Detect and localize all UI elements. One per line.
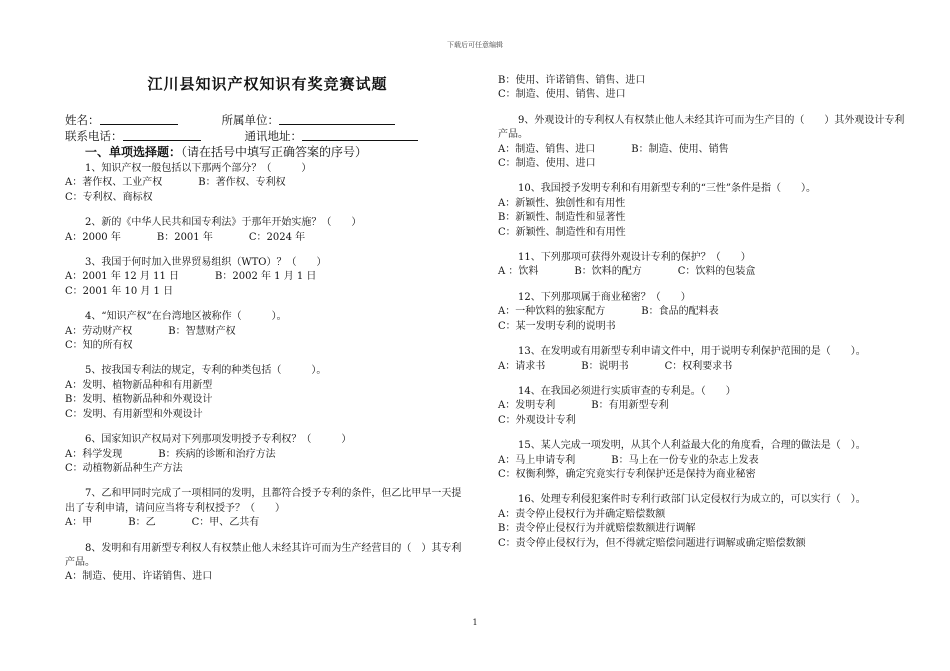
option-row: [65, 570, 470, 584]
unit-field[interactable]: [279, 112, 395, 125]
option-row: [65, 516, 470, 530]
section-heading: [85, 144, 470, 160]
question-stem: 13、在发明或有用新型专利申请文件中，用于说明专利保护范围的是（ ）。: [518, 346, 866, 358]
question-item: [498, 291, 913, 334]
option-row: [498, 522, 913, 536]
answer-option: C：知的所有权: [65, 340, 133, 352]
option-row: [65, 379, 470, 393]
answer-option: C：甲、乙共有: [191, 517, 260, 529]
phone-field[interactable]: [123, 128, 201, 141]
question-stem: 14、在我国必须进行实质审查的专利是。（ ）: [518, 385, 736, 397]
option-row: [498, 265, 913, 279]
answer-option: C：2024 年: [248, 231, 306, 243]
answer-option: A：2001 年 12 月 11 日: [65, 271, 180, 283]
question-stem: 16、处理专利侵犯案件时专利行政部门认定侵权行为成立的，可以实行（ ）。: [518, 494, 866, 506]
option-row: [65, 325, 470, 339]
option-row: [65, 393, 470, 407]
question-item: [498, 251, 913, 280]
question-stem: 15、某人完成一项发明，从其个人利益最大化的角度看，合理的做法是（ ）。: [518, 440, 866, 452]
header-note: 下载后可任意编辑: [447, 41, 503, 49]
answer-option: C：某一发明专利的说明书: [498, 320, 616, 332]
answer-option: C：制造、使用、销售、进口: [498, 89, 626, 101]
question-stem: 3、我国于何时加入世界贸易组织（WTO）？（ ）: [85, 257, 327, 269]
question-stem: 10、我国授予发明专利和有用新型专利的“三性”条件是指（ ）。: [518, 183, 816, 195]
option-row: [65, 270, 470, 284]
option-row: [65, 285, 470, 299]
answer-option: B：著作权、专利权: [198, 177, 286, 189]
answer-option: B：责令停止侵权行为并就赔偿数额进行调解: [498, 523, 696, 535]
right-question-list: [498, 74, 913, 551]
question-stem: 12、下列那项属于商业秘密？（ ）: [518, 291, 691, 303]
question-item: [498, 493, 913, 551]
answer-option: C：发明、有用新型和外观设计: [65, 408, 203, 420]
answer-option: B：使用、许诺销售、销售、进口: [498, 75, 646, 86]
answer-option: C：2001 年 10 月 1 日: [65, 285, 174, 297]
question-item: [65, 487, 470, 530]
info-row-1: [65, 112, 470, 128]
section-note: （请在括号中填写正确答案的序号）: [181, 145, 368, 159]
answer-option: C：动植物新品种生产方法: [65, 462, 183, 474]
answer-option: B：说明书: [581, 360, 629, 372]
answer-option: C：权利要求书: [664, 360, 733, 372]
option-row: [498, 305, 913, 319]
answer-option: B：乙: [128, 517, 156, 529]
answer-option: A：新颖性、独创性和有用性: [498, 197, 626, 209]
option-row: [65, 339, 470, 353]
answer-option: B：疾病的诊断和治疗方法: [158, 448, 276, 460]
answer-option: A：甲: [65, 517, 93, 529]
question-item: [65, 256, 470, 299]
option-row: [498, 399, 913, 413]
answer-option: C：饮料的包装盒: [677, 266, 756, 278]
page-number: 1: [472, 618, 478, 627]
answer-option: A：科学发现: [65, 448, 123, 460]
answer-option: B：发明、植物新品种和外观设计: [65, 394, 213, 406]
option-row: [65, 462, 470, 476]
answer-option: C：权衡利弊，确定究竟实行专利保护还是保持为商业秘密: [498, 468, 756, 480]
option-row: [65, 191, 470, 205]
answer-option: A：责令停止侵权行为并确定赔偿数额: [498, 508, 666, 520]
question-item: [498, 385, 913, 428]
answer-option: C：外观设计专利: [498, 414, 576, 426]
answer-option: A：请求书: [498, 360, 546, 372]
option-row: [498, 360, 913, 374]
address-label: 通讯地址：: [244, 129, 302, 143]
right-column: [498, 74, 913, 562]
question-item: [498, 182, 913, 240]
answer-option: A：制造、销售、进口: [498, 143, 596, 155]
option-row: [498, 537, 913, 551]
question-stem: 7、乙和甲同时完成了一项相同的发明，且都符合授予专利的条件，但乙比甲早一天提出了专利申请，请问应当将专利权授予？（ ）: [65, 488, 462, 514]
question-item: [65, 162, 470, 205]
option-row: [498, 508, 913, 522]
left-column: [65, 74, 470, 596]
question-stem: 2、新的《中华人民共和国专利法》于那年开始实施？（ ）: [85, 217, 362, 229]
answer-option: C：责令停止侵权行为，但不得就定赔偿问题进行调解或确定赔偿数额: [498, 537, 806, 549]
answer-option: B：马上在一份专业的杂志上发表: [611, 454, 759, 466]
option-row: [498, 320, 913, 334]
section-title: 一、单项选择题：: [85, 145, 182, 159]
question-item: [498, 74, 913, 103]
answer-option: B：食品的配料表: [641, 306, 719, 318]
answer-option: B：智慧财产权: [168, 325, 236, 337]
answer-option: A ：饮料: [498, 266, 539, 278]
question-item: [65, 310, 470, 353]
option-row: [65, 408, 470, 422]
question-item: [65, 542, 470, 585]
question-stem: 8、发明和有用新型专利权人有权禁止他人未经其许可而为生产经营目的（ ）其专利产品。: [65, 542, 462, 568]
question-stem: 6、国家知识产权局对下列那项发明授予专利权？（ ）: [85, 434, 352, 446]
option-row: [498, 143, 913, 157]
answer-option: A：发明专利: [498, 400, 556, 412]
answer-option: A：一种饮料的独家配方: [498, 306, 606, 318]
option-row: [498, 88, 913, 102]
question-stem: 4、“知识产权”在台湾地区被称作（ ）。: [85, 311, 287, 323]
option-row: [498, 454, 913, 468]
answer-option: C：制造、使用、进口: [498, 158, 596, 170]
question-item: [498, 114, 913, 172]
question-item: [65, 433, 470, 476]
option-row: [65, 448, 470, 462]
option-row: [498, 468, 913, 482]
address-field[interactable]: [302, 128, 418, 141]
option-row: [498, 157, 913, 171]
question-stem: 1、知识产权一般包括以下那两个部分？（ ）: [85, 163, 312, 174]
question-stem: 5、按我国专利法的规定，专利的种类包括（ ）。: [85, 365, 327, 377]
option-row: [498, 74, 913, 88]
answer-option: B：2001 年: [156, 231, 213, 243]
answer-option: A：著作权、工业产权: [65, 177, 163, 189]
question-stem: 11、下列那项可获得外观设计专利的保护？（ ）: [518, 252, 751, 264]
answer-option: C：专利权、商标权: [65, 191, 153, 203]
option-row: [498, 197, 913, 211]
left-question-list: [65, 162, 470, 585]
answer-option: A：发明、植物新品种和有用新型: [65, 379, 213, 391]
name-field[interactable]: [100, 112, 178, 125]
option-row: [65, 231, 470, 245]
answer-option: A：劳动财产权: [65, 325, 133, 337]
answer-option: B：饮料的配方: [574, 266, 642, 278]
option-row: [498, 226, 913, 240]
page-title: 江川县知识产权知识有奖竞赛试题: [147, 75, 388, 93]
answer-option: B：新颖性、制造性和显著性: [498, 212, 626, 224]
question-item: [498, 345, 913, 374]
option-row: [498, 211, 913, 225]
answer-option: C：新颖性、制造性和有用性: [498, 226, 626, 238]
phone-label: 联系电话：: [65, 129, 123, 143]
name-label: 姓名：: [65, 113, 100, 127]
answer-option: A：2000 年: [65, 231, 121, 243]
answer-option: B：有用新型专利: [591, 400, 669, 412]
answer-option: B：2002 年 1 月 1 日: [215, 271, 317, 283]
option-row: [65, 176, 470, 190]
answer-option: B：制造、使用、销售: [631, 143, 729, 155]
question-stem: 9、外观设计的专利权人有权禁止他人未经其许可而为生产目的（ ）其外观设计专利产品。: [498, 114, 905, 141]
question-item: [498, 439, 913, 482]
question-item: [65, 364, 470, 422]
unit-label: 所属单位：: [221, 113, 279, 127]
info-row-2: [65, 128, 470, 144]
answer-option: A：马上申请专利: [498, 454, 576, 466]
question-item: [65, 216, 470, 245]
answer-option: A：制造、使用、许诺销售、进口: [65, 571, 213, 583]
option-row: [498, 414, 913, 428]
